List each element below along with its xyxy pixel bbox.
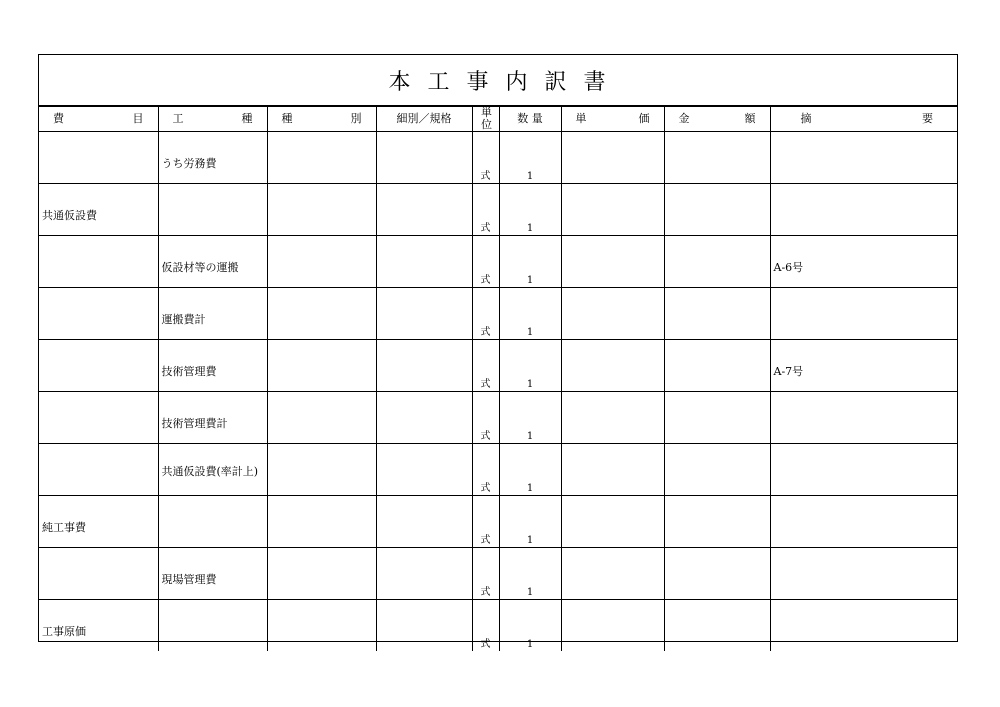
header-shubetsu-part: 別 [350, 112, 362, 125]
cell-shubetsu [267, 288, 376, 340]
cell-kingaku [664, 600, 770, 652]
cell-koushu [158, 184, 267, 236]
cell-unit [472, 236, 499, 288]
cell-qty [499, 496, 561, 548]
qty-value: 1 [526, 431, 534, 442]
unit-value: 式 [480, 379, 491, 390]
cell-kingaku [664, 496, 770, 548]
header-saibetsu-part: 細別／規格 [396, 112, 452, 125]
cell-tanka [561, 340, 664, 392]
tekiyo-value: A-7号 [773, 365, 804, 378]
unit-value: 式 [480, 275, 491, 286]
cell-kingaku [664, 184, 770, 236]
cell-shubetsu [267, 392, 376, 444]
header-shubetsu-part: 種 [281, 112, 293, 125]
cell-shubetsu [267, 600, 376, 652]
header-tanka-part: 価 [638, 112, 650, 125]
estimate-sheet [38, 54, 958, 650]
koushu-value: 共通仮設費(率計上) [161, 465, 259, 478]
cell-tekiyo [770, 184, 957, 236]
cell-shubetsu [267, 340, 376, 392]
qty-value: 1 [526, 587, 534, 598]
qty-value: 1 [526, 535, 534, 546]
cell-himoku [39, 444, 158, 496]
unit-value: 式 [480, 171, 491, 182]
cell-koushu [158, 496, 267, 548]
table-row [39, 600, 957, 652]
cell-tekiyo [770, 132, 957, 184]
cell-koushu [158, 288, 267, 340]
table-row [39, 132, 957, 184]
cell-unit [472, 444, 499, 496]
header-himoku-part: 目 [132, 112, 144, 125]
header-kingaku [664, 107, 770, 132]
header-tekiyo [770, 107, 957, 132]
cell-unit [472, 288, 499, 340]
koushu-value: 現場管理費 [161, 573, 217, 586]
koushu-value: 仮設材等の運搬 [161, 261, 239, 274]
cell-shubetsu [267, 236, 376, 288]
koushu-value: うち労務費 [161, 157, 217, 170]
cell-himoku [39, 132, 158, 184]
qty-value: 1 [526, 171, 534, 182]
cell-shubetsu [267, 496, 376, 548]
unit-value: 式 [480, 483, 491, 494]
header-suryo [499, 107, 561, 132]
cell-tekiyo [770, 288, 957, 340]
cell-tanka [561, 444, 664, 496]
unit-value: 式 [480, 431, 491, 442]
header-suryo-part: 数 量 [517, 112, 543, 125]
cell-koushu [158, 444, 267, 496]
unit-value: 式 [480, 587, 491, 598]
himoku-value: 共通仮設費 [42, 209, 97, 222]
cell-tanka [561, 548, 664, 600]
cell-unit [472, 184, 499, 236]
cell-qty [499, 444, 561, 496]
unit-value: 式 [480, 639, 491, 650]
koushu-value: 運搬費計 [161, 313, 206, 326]
cell-saibetsu [376, 392, 472, 444]
qty-value: 1 [526, 223, 534, 234]
table-row [39, 340, 957, 392]
cell-tanka [561, 600, 664, 652]
qty-value: 1 [526, 639, 534, 650]
cell-saibetsu [376, 184, 472, 236]
unit-value: 式 [480, 535, 491, 546]
table-row [39, 184, 957, 236]
cell-himoku [39, 288, 158, 340]
cell-tanka [561, 288, 664, 340]
cell-saibetsu [376, 496, 472, 548]
koushu-value: 技術管理費 [161, 365, 217, 378]
cell-tanka [561, 392, 664, 444]
cell-tekiyo [770, 236, 957, 288]
cell-tanka [561, 496, 664, 548]
cell-saibetsu [376, 288, 472, 340]
cell-shubetsu [267, 132, 376, 184]
header-saibetsu [376, 107, 472, 132]
qty-value: 1 [526, 275, 534, 286]
cell-himoku [39, 548, 158, 600]
header-himoku [39, 107, 158, 132]
unit-value: 式 [480, 223, 491, 234]
table-row [39, 496, 957, 548]
table-row [39, 288, 957, 340]
table-row [39, 444, 957, 496]
cell-unit [472, 132, 499, 184]
header-row [39, 107, 957, 132]
breakdown-table [39, 106, 957, 651]
cell-tanka [561, 236, 664, 288]
koushu-value: 技術管理費計 [161, 417, 228, 430]
cell-kingaku [664, 444, 770, 496]
title-band [39, 55, 957, 106]
cell-tekiyo [770, 392, 957, 444]
cell-qty [499, 184, 561, 236]
cell-shubetsu [267, 548, 376, 600]
cell-tanka [561, 132, 664, 184]
cell-unit [472, 496, 499, 548]
cell-saibetsu [376, 444, 472, 496]
cell-unit [472, 600, 499, 652]
cell-himoku [39, 236, 158, 288]
cell-tekiyo [770, 496, 957, 548]
document-title: 本 工 事 内 訳 書 [388, 69, 608, 95]
cell-himoku [39, 340, 158, 392]
table-row [39, 236, 957, 288]
unit-value: 式 [480, 327, 491, 338]
cell-saibetsu [376, 548, 472, 600]
table-row [39, 392, 957, 444]
cell-tekiyo [770, 548, 957, 600]
header-himoku-part: 費 [53, 112, 64, 125]
cell-saibetsu [376, 340, 472, 392]
himoku-value: 工事原価 [42, 625, 86, 638]
cell-kingaku [664, 236, 770, 288]
tekiyo-value: A-6号 [773, 261, 804, 274]
cell-qty [499, 548, 561, 600]
cell-himoku [39, 496, 158, 548]
cell-koushu [158, 236, 267, 288]
cell-koushu [158, 600, 267, 652]
header-koushu-part: 工 [172, 112, 184, 125]
header-tani-part: 単位 [481, 106, 492, 131]
cell-shubetsu [267, 444, 376, 496]
header-koushu [158, 107, 267, 132]
cell-saibetsu [376, 236, 472, 288]
cell-kingaku [664, 288, 770, 340]
header-tani [472, 107, 499, 132]
cell-kingaku [664, 340, 770, 392]
cell-shubetsu [267, 184, 376, 236]
cell-tanka [561, 184, 664, 236]
cell-unit [472, 340, 499, 392]
cell-tekiyo [770, 340, 957, 392]
cell-qty [499, 340, 561, 392]
cell-qty [499, 236, 561, 288]
header-tanka [561, 107, 664, 132]
cell-himoku [39, 184, 158, 236]
himoku-value: 純工事費 [42, 521, 86, 534]
header-kingaku-part: 金 [678, 112, 690, 125]
cell-qty [499, 392, 561, 444]
cell-koushu [158, 132, 267, 184]
qty-value: 1 [526, 483, 534, 494]
cell-qty [499, 288, 561, 340]
cell-tekiyo [770, 600, 957, 652]
table-row [39, 548, 957, 600]
header-tanka-part: 単 [575, 112, 587, 125]
qty-value: 1 [526, 379, 534, 390]
cell-unit [472, 392, 499, 444]
header-tekiyo-part: 要 [922, 112, 933, 125]
cell-himoku [39, 600, 158, 652]
cell-kingaku [664, 548, 770, 600]
qty-value: 1 [526, 327, 534, 338]
cell-koushu [158, 392, 267, 444]
cell-tekiyo [770, 444, 957, 496]
cell-koushu [158, 340, 267, 392]
cell-koushu [158, 548, 267, 600]
cell-unit [472, 548, 499, 600]
cell-kingaku [664, 392, 770, 444]
header-kingaku-part: 額 [744, 112, 756, 125]
header-shubetsu [267, 107, 376, 132]
cell-himoku [39, 392, 158, 444]
cell-saibetsu [376, 600, 472, 652]
header-tekiyo-part: 摘 [800, 112, 812, 125]
header-koushu-part: 種 [241, 112, 253, 125]
cell-qty [499, 600, 561, 652]
cell-kingaku [664, 132, 770, 184]
cell-saibetsu [376, 132, 472, 184]
cell-qty [499, 132, 561, 184]
